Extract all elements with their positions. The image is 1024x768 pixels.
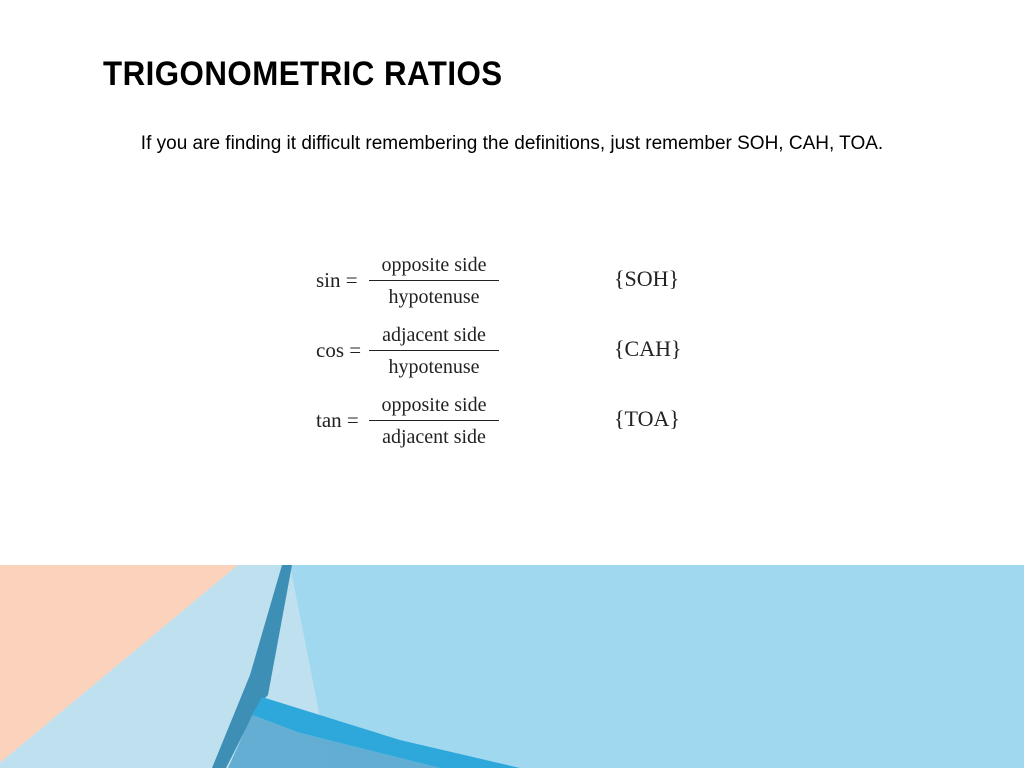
- fraction: [369, 322, 499, 380]
- fraction-denominator: hypotenuse: [388, 286, 480, 308]
- fraction-numerator: adjacent side: [382, 324, 486, 346]
- function-label: cos =: [316, 338, 362, 362]
- intro-text: If you are finding it difficult remembering the definitions, just remember: [140, 133, 738, 154]
- mnemonic-highlight: SOH, CAH, TOA.: [737, 133, 884, 154]
- function-label: tan =: [316, 408, 359, 432]
- slide-title: TRIGONOMETRIC RATIOS: [103, 55, 503, 93]
- formula-row-cos: [314, 322, 714, 392]
- fraction-numerator: opposite side: [381, 394, 487, 416]
- fraction-bar: [369, 350, 499, 351]
- fraction: [369, 252, 499, 310]
- fraction-bar: [369, 420, 499, 421]
- mnemonic-label: {TOA}: [614, 406, 680, 431]
- fraction-bar: [369, 280, 499, 281]
- fraction-numerator: opposite side: [381, 254, 487, 276]
- intro-paragraph: [112, 130, 912, 158]
- fraction-denominator: hypotenuse: [388, 356, 480, 378]
- mnemonic-label: {SOH}: [614, 266, 680, 291]
- mnemonic-label: {CAH}: [614, 336, 682, 361]
- fraction: [369, 392, 499, 450]
- formula-block: [314, 252, 714, 462]
- function-label: sin =: [316, 268, 358, 292]
- formula-row-tan: [314, 392, 714, 462]
- decorative-footer-shapes: [0, 565, 1024, 768]
- formula-row-sin: [314, 252, 714, 322]
- fraction-denominator: adjacent side: [382, 426, 486, 448]
